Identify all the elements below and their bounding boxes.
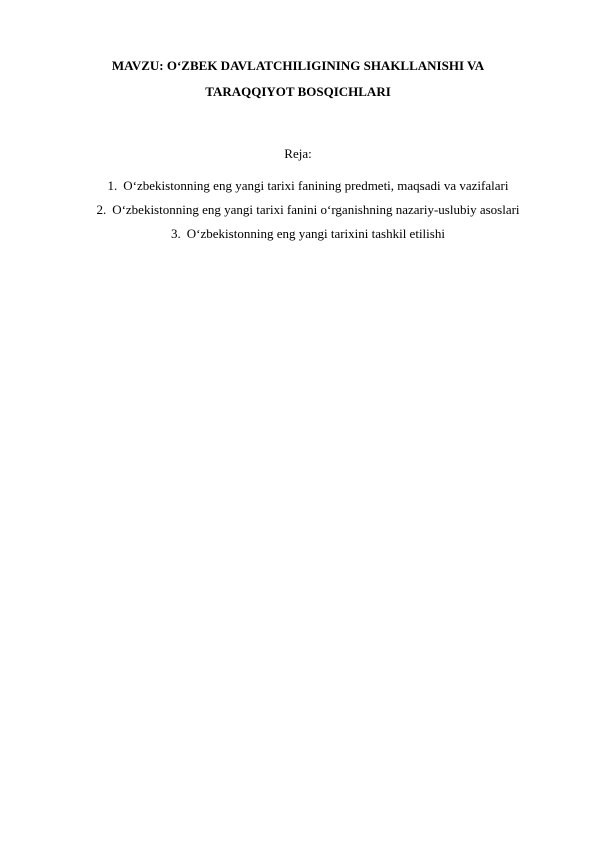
title-line-2: TARAQQIYOT BOSQICHLARI	[205, 84, 391, 99]
plan-item-text: O‘zbekistonning eng yangi tarixi fanini o‘rganishning nazariy-uslubiy asoslari	[112, 202, 520, 217]
plan-item	[10, 226, 596, 242]
title-line-1: MAVZU: O‘ZBEK DAVLATCHILIGINING SHAKLLANISHI VA	[111, 58, 485, 73]
document-title	[70, 53, 526, 105]
plan-heading: Reja:	[284, 146, 312, 161]
plan-item-text: O‘zbekistonning eng yangi tarixini tashkil etilishi	[186, 226, 445, 241]
plan-item	[10, 202, 596, 218]
plan-item	[10, 178, 596, 194]
plan-item-number: 3.	[171, 226, 181, 241]
plan-item-number: 1.	[107, 178, 118, 193]
plan-item-text: O‘zbekistonning eng yangi tarixi fanining predmeti, maqsadi va vazifalari	[123, 178, 509, 193]
plan-item-number: 2.	[96, 202, 107, 217]
